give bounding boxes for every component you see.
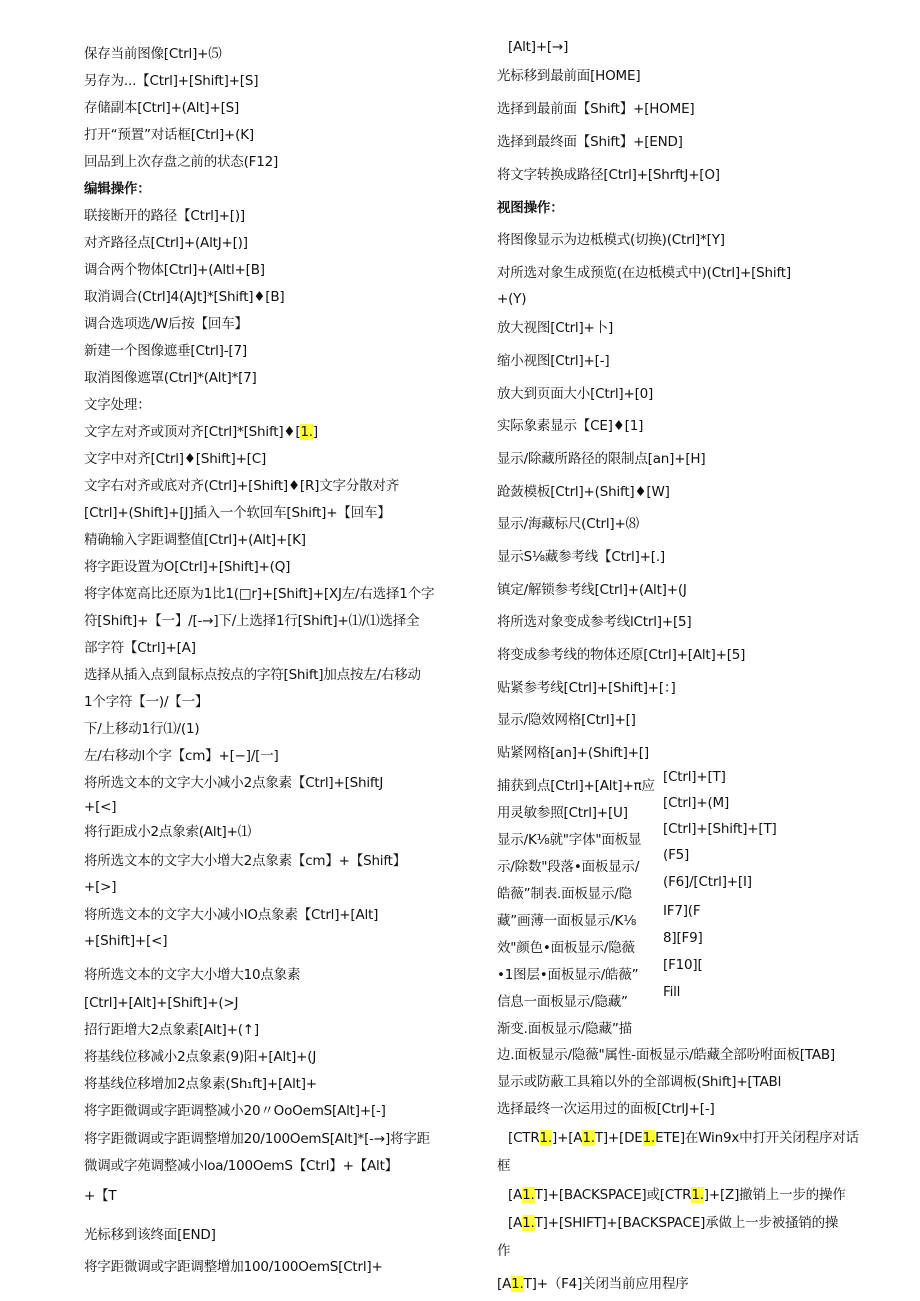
left-line-26: 左/右移动l个字【cm】+[−]/[一]	[84, 748, 279, 764]
right-line-4: 将文字转换成路径[Ctrl]+[ShrftJ+[O]	[497, 167, 720, 183]
left-line-31: +[>]	[84, 879, 117, 895]
highlight-mark: 1.	[522, 1187, 535, 1203]
left-line-33: +[Shift]+[<]	[84, 933, 168, 949]
key-col-4: (F6]/[Ctrl]+[I]	[663, 874, 752, 890]
right-line-17: 镇定/解锁参考线[Ctrl]+(Alt]+(J	[497, 582, 687, 598]
left-line-23: 选择从插入点到鼠标点按点的字符[Shift]加点按左/右移动	[84, 667, 421, 683]
right-line-37: 框	[497, 1158, 511, 1174]
left-line-17: [Ctrl]+(Shift]+[J]插入一个软回车[Shift]+【回车】	[84, 505, 391, 521]
right-line-18: 将所选对象变成参考线lCtrl]+[5]	[497, 614, 692, 630]
right-line-25: 显示/K⅛就"字体"面板显	[497, 832, 642, 848]
left-line-4: 回品到上次存盘之前的状态(F12]	[84, 154, 279, 170]
left-line-10: 调合选项选/W后按【回车】	[84, 316, 248, 332]
key-col-6: 8][F9]	[663, 930, 703, 946]
right-line-8: +(Y)	[497, 291, 527, 307]
right-line-16: 显示S⅛藏参考线【Ctrl]+[.]	[497, 549, 665, 565]
right-line-26: 示/除数"段落•面板显示/	[497, 859, 640, 875]
right-line-33: 边.面板显示/隐薇"属性-面板显示/皓藏全部吩咐面板[TAB]	[497, 1047, 835, 1063]
right-line-2: 选择到最前面【Shift】+[HOME]	[497, 101, 695, 117]
left-line-44: 将字距微调或字距调整增加100/100OemS[Ctrl]+	[84, 1259, 383, 1275]
left-line-0: 保存当前图像[Ctrl]+⑸	[84, 46, 222, 62]
left-line-25: 下/上移动1行⑴/(1)	[84, 721, 200, 737]
right-line-9: 放大视图[Ctrl]+卜]	[497, 320, 614, 336]
key-col-3: (F5]	[663, 847, 690, 863]
highlight-mark: 1.	[511, 1276, 524, 1292]
right-line-23: 捕获到点[Ctrl]+[Alt]+π应	[497, 778, 655, 794]
left-line-27: 将所选文本的文字大小减小2点象素【Ctrl]+[ShiftJ	[84, 775, 384, 791]
key-col-1: [Ctrl]+(M]	[663, 795, 730, 811]
left-line-43: 光标移到该终面[END]	[84, 1227, 216, 1243]
right-line-36: [CTR1.]+[A1.T]+[DE1.ETE]在Win9x中打开关闭程序对话	[508, 1130, 859, 1146]
highlight-mark: 1.	[522, 1215, 535, 1231]
left-line-28: +[<]	[84, 799, 117, 815]
left-line-35: [Ctrl]+[Alt]+[Shift]+(>J	[84, 995, 239, 1011]
key-col-2: [Ctrl]+[Shift]+[T]	[663, 821, 777, 837]
left-line-34: 将所选文本的文字大小增大10点象素	[84, 967, 301, 983]
left-line-2: 存储副本[Ctrl]+(Alt]+[S]	[84, 100, 240, 116]
left-line-22: 部字符【Ctrl]+[A]	[84, 640, 196, 656]
right-line-1: 光标移到最前面[HOME]	[497, 68, 641, 84]
right-line-30: •1图层•面板显示/皓薇”	[497, 967, 639, 983]
left-line-15: 文字中对齐[Ctrl]♦[Shift]+[C]	[84, 451, 267, 467]
right-line-40: 作	[497, 1243, 511, 1259]
right-line-41: [A1.T]+（F4]关闭当前应用程序	[497, 1276, 689, 1292]
left-line-19: 将字距设置为O[Ctrl]+[Shift]+(Q]	[84, 559, 291, 575]
key-col-5: IF7](F	[663, 903, 701, 919]
key-col-7: [F10][	[663, 957, 703, 973]
left-line-18: 精确输入字距调整值[Ctrl]+(Alt]+[K]	[84, 532, 306, 548]
right-line-15: 显示/海藏标尺(Ctrl]+⑻	[497, 516, 639, 532]
highlight-mark: 1.	[300, 424, 313, 440]
left-line-8: 调合两个物体[Ctrl]+(Altl+[B]	[84, 262, 265, 278]
left-line-36: 招行距增大2点象素[Alt]+(↑]	[84, 1022, 259, 1038]
right-line-20: 贴紧参考线[Ctrl]+[Shift]+[：]	[497, 680, 676, 696]
right-line-7: 对所选对象生成预览(在边柢模式中)(Ctrl]+[Shift]	[497, 265, 791, 281]
right-line-32: 渐变.面板显示/隐藏”描	[497, 1021, 632, 1037]
section-heading-text: 文字处理：	[84, 397, 151, 413]
right-line-21: 显示/隐效网格[Ctrl]+[]	[497, 712, 636, 728]
highlight-mark: 1.	[582, 1130, 595, 1146]
left-line-12: 取消图像遮罩(Ctrl]*(Alt]*[7]	[84, 370, 257, 386]
left-line-9: 取消调合(Ctrl]4(AJt]*[Shift]♦[B]	[84, 289, 285, 305]
key-col-0: [Ctrl]+[T]	[663, 769, 726, 785]
highlight-mark: 1.	[691, 1187, 704, 1203]
left-line-21: 符[Shift]+【一】/[-→]下/上选择1行[Shift]+⑴/⑴选择全	[84, 613, 420, 629]
right-line-6: 将图像显示为边柢模式(切换)(Ctrl]*[Y]	[497, 232, 725, 248]
right-line-31: 信息一面板显示/隐藏”	[497, 994, 628, 1010]
right-line-39: [A1.T]+[SHIFT]+[BACKSPACE]承做上一步被搔销的操	[508, 1215, 839, 1231]
right-line-19: 将变成参考线的物体还原[Ctrl]+[Alt]+[5]	[497, 647, 746, 663]
left-line-40: 将字距微调或字距调整增加20/100OemS[Alt]*[-→]将字距	[84, 1131, 430, 1147]
right-line-0: [Alt]+[→]	[508, 39, 569, 55]
left-line-39: 将字距微调或字距调整减小20〃OoOemS[Alt]+[-]	[84, 1103, 386, 1119]
left-line-3: 打开“预置”对话框[Ctrl]+(K]	[84, 127, 254, 143]
left-line-29: 将行距成小2点象索(Alt]+⑴	[84, 824, 252, 840]
left-line-6: 联接断开的路径【Ctrl]+[)]	[84, 208, 245, 224]
left-line-42: +【T	[84, 1188, 117, 1204]
left-line-20: 将字体宽高比还原为1比1(□r]+[Shift]+[XJ左/右选择1个字	[84, 586, 435, 602]
left-line-7: 对齐路径点[Ctrl]+(AltJ+[)]	[84, 235, 248, 251]
left-line-24: 1个字符【一)/【一】	[84, 694, 209, 710]
right-line-27: 皓薇”制表.面板显示/隐	[497, 886, 632, 902]
right-line-22: 贴紧网格[an]+(Shift]+[]	[497, 745, 649, 761]
section-heading-view: 视图操作：	[497, 200, 564, 216]
left-line-41: 微调或字苑调整减小loa/100OemS【Ctrl】+【Alt】	[84, 1158, 398, 1174]
right-line-14: 跄蔹模板[Ctrl]+(Shift]♦[W]	[497, 484, 670, 500]
right-line-24: 用灵敏参照[Ctrl]+[U]	[497, 805, 628, 821]
left-line-11: 新建一个图像遮垂[Ctrl]-[7]	[84, 343, 247, 359]
left-line-16: 文字右对齐或底对齐(Ctrl]+[Shift]♦[R]文字分散对齐	[84, 478, 400, 494]
left-line-38: 将基线位移增加2点象素(Sh₁ft]+[Alt]+	[84, 1076, 317, 1092]
left-line-14: 文字左对齐或顶对齐[Ctrl]*[Shift]♦[1.]	[84, 424, 318, 440]
left-line-37: 将基线位移减小2点象素(9)阳+[Alt]+(J	[84, 1049, 317, 1065]
right-line-29: 效"颜色•面板显示/隐薇	[497, 940, 635, 956]
right-line-11: 放大到页面大小[Ctrl]+[0]	[497, 386, 654, 402]
right-line-12: 实际象素显示【CE]♦[1]	[497, 418, 644, 434]
highlight-mark: 1.	[642, 1130, 656, 1146]
right-line-3: 选择到最终面【Shift】+[END]	[497, 134, 683, 150]
right-line-10: 缩小视图[Ctrl]+[-]	[497, 353, 610, 369]
key-col-8: Fill	[663, 984, 681, 1000]
right-line-28: 藏”画薄一面板显示/K⅛	[497, 913, 637, 929]
left-line-1: 另存为...【Ctrl]+[Shift]+[S]	[84, 73, 259, 89]
highlight-mark: 1.	[539, 1130, 553, 1146]
right-line-35: 选择最终一次运用过的面板[CtrlJ+[-]	[497, 1101, 715, 1117]
right-line-38: [A1.T]+[BACKSPACE]或[CTR1.]+[Z]撤销上一步的操作	[508, 1187, 846, 1203]
section-heading-edit: 编辑操作：	[84, 181, 151, 197]
left-line-30: 将所选文本的文字大小增大2点象素【cm】+【Shift】	[84, 853, 407, 869]
right-line-34: 显示或防蔽工具箱以外的全部调板(Shift]+[TABl	[497, 1074, 782, 1090]
right-line-13: 显示/除藏所路径的限制点[an]+[H]	[497, 451, 706, 467]
left-line-32: 将所选文本的文字大小减小IO点象素【Ctrl]+[Alt]	[84, 907, 379, 923]
